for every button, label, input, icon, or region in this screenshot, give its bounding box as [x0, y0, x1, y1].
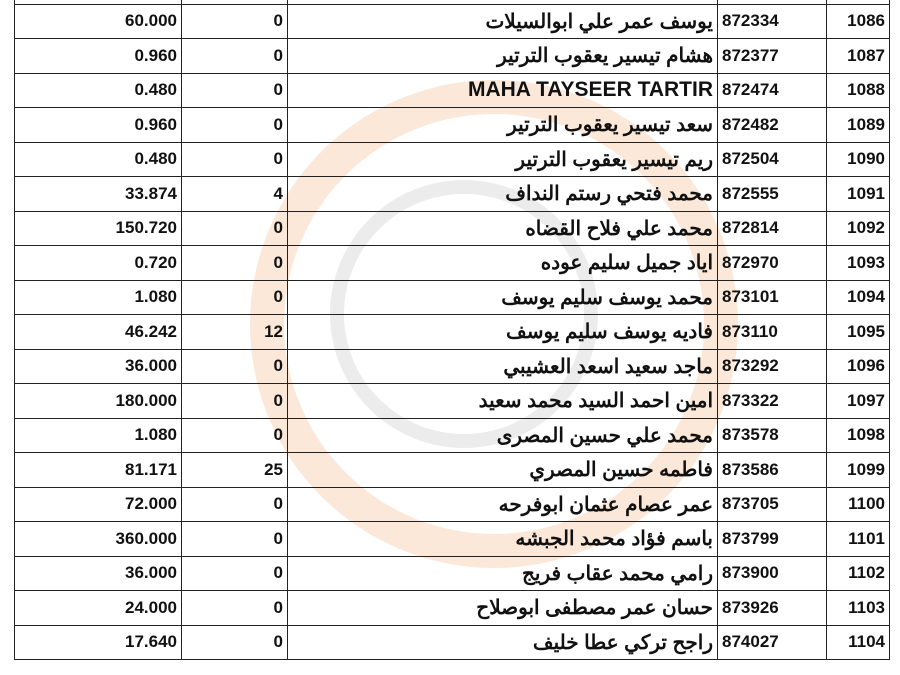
serial-cell: 1089 — [827, 108, 890, 143]
id-cell: 872474 — [718, 73, 827, 108]
serial-cell: 1097 — [827, 384, 890, 419]
table-row — [15, 246, 890, 281]
amount-cell: 0.480 — [15, 73, 182, 108]
name-cell: محمد فتحي رستم النداف — [288, 177, 718, 212]
id-cell: 872504 — [718, 142, 827, 177]
id-cell: 873578 — [718, 418, 827, 453]
serial-cell: 1094 — [827, 280, 890, 315]
table-row — [15, 108, 890, 143]
table-row — [15, 73, 890, 108]
id-cell: 872814 — [718, 211, 827, 246]
amount-cell: 1.080 — [15, 418, 182, 453]
count-cell: 25 — [182, 453, 288, 488]
id-cell: 873110 — [718, 315, 827, 350]
serial-cell: 1093 — [827, 246, 890, 281]
serial-cell: 1098 — [827, 418, 890, 453]
name-cell: ريم تيسير يعقوب الترتير — [288, 142, 718, 177]
id-cell: 874027 — [718, 625, 827, 660]
id-cell: 873926 — [718, 591, 827, 626]
table-row — [15, 625, 890, 660]
table-row — [15, 453, 890, 488]
id-cell: 873322 — [718, 384, 827, 419]
id-cell: 873900 — [718, 556, 827, 591]
table-row — [15, 591, 890, 626]
serial-cell: 1102 — [827, 556, 890, 591]
amount-cell: 180.000 — [15, 384, 182, 419]
name-cell: ماجد سعيد اسعد العشيبي — [288, 349, 718, 384]
serial-cell: 1088 — [827, 73, 890, 108]
amount-cell: 36.000 — [15, 556, 182, 591]
count-cell: 4 — [182, 177, 288, 212]
name-cell: سعد تيسير يعقوب الترتير — [288, 108, 718, 143]
id-cell: 873705 — [718, 487, 827, 522]
name-cell: امين احمد السيد محمد سعيد — [288, 384, 718, 419]
serial-cell: 1099 — [827, 453, 890, 488]
table-row — [15, 315, 890, 350]
name-cell: اياد جميل سليم عوده — [288, 246, 718, 281]
id-cell: 873292 — [718, 349, 827, 384]
amount-cell: 0.960 — [15, 39, 182, 74]
count-cell: 0 — [182, 4, 288, 39]
amount-cell: 24.000 — [15, 591, 182, 626]
name-cell: باسم فؤاد محمد الجبشه — [288, 522, 718, 557]
id-cell: 872482 — [718, 108, 827, 143]
name-cell: محمد يوسف سليم يوسف — [288, 280, 718, 315]
serial-cell: 1086 — [827, 4, 890, 39]
table-row — [15, 177, 890, 212]
amount-cell: 0.720 — [15, 246, 182, 281]
amount-cell: 60.000 — [15, 4, 182, 39]
amount-cell: 1.080 — [15, 280, 182, 315]
serial-cell: 1103 — [827, 591, 890, 626]
serial-cell: 1092 — [827, 211, 890, 246]
count-cell: 0 — [182, 280, 288, 315]
table-row — [15, 487, 890, 522]
table-row — [15, 280, 890, 315]
name-cell: عمر عصام عثمان ابوفرحه — [288, 487, 718, 522]
amount-cell: 0.960 — [15, 108, 182, 143]
table-row — [15, 418, 890, 453]
id-cell: 872970 — [718, 246, 827, 281]
count-cell: 0 — [182, 108, 288, 143]
amount-cell: 150.720 — [15, 211, 182, 246]
amount-cell: 0.480 — [15, 142, 182, 177]
table-row — [15, 39, 890, 74]
serial-cell: 1104 — [827, 625, 890, 660]
count-cell: 0 — [182, 625, 288, 660]
count-cell: 0 — [182, 142, 288, 177]
amount-cell: 33.874 — [15, 177, 182, 212]
count-cell: 0 — [182, 211, 288, 246]
count-cell: 0 — [182, 556, 288, 591]
table-row — [15, 4, 890, 39]
id-cell: 873799 — [718, 522, 827, 557]
name-cell: حسان عمر مصطفى ابوصلاح — [288, 591, 718, 626]
serial-cell: 1087 — [827, 39, 890, 74]
serial-cell: 1095 — [827, 315, 890, 350]
amount-cell: 360.000 — [15, 522, 182, 557]
table-row — [15, 211, 890, 246]
count-cell: 0 — [182, 349, 288, 384]
id-cell: 872334 — [718, 4, 827, 39]
serial-cell: 1090 — [827, 142, 890, 177]
serial-cell: 1091 — [827, 177, 890, 212]
id-cell: 873586 — [718, 453, 827, 488]
serial-cell: 1100 — [827, 487, 890, 522]
table-row — [15, 556, 890, 591]
amount-cell: 81.171 — [15, 453, 182, 488]
count-cell: 0 — [182, 418, 288, 453]
results-table — [14, 0, 890, 660]
name-cell: فاديه يوسف سليم يوسف — [288, 315, 718, 350]
count-cell: 0 — [182, 522, 288, 557]
table-row — [15, 522, 890, 557]
amount-cell: 17.640 — [15, 625, 182, 660]
table-row — [15, 384, 890, 419]
count-cell: 0 — [182, 591, 288, 626]
count-cell: 0 — [182, 39, 288, 74]
name-cell: راجح تركي عطا خليف — [288, 625, 718, 660]
id-cell: 872555 — [718, 177, 827, 212]
amount-cell: 36.000 — [15, 349, 182, 384]
count-cell: 0 — [182, 246, 288, 281]
name-cell: محمد علي حسين المصرى — [288, 418, 718, 453]
count-cell: 0 — [182, 73, 288, 108]
count-cell: 0 — [182, 384, 288, 419]
name-cell: MAHA TAYSEER TARTIR — [288, 73, 718, 108]
table-row — [15, 142, 890, 177]
count-cell: 12 — [182, 315, 288, 350]
amount-cell: 72.000 — [15, 487, 182, 522]
name-cell: يوسف عمر علي ابوالسيلات — [288, 4, 718, 39]
name-cell: محمد علي فلاح القضاه — [288, 211, 718, 246]
amount-cell: 46.242 — [15, 315, 182, 350]
name-cell: هشام تيسير يعقوب الترتير — [288, 39, 718, 74]
count-cell: 0 — [182, 487, 288, 522]
serial-cell: 1096 — [827, 349, 890, 384]
table-row — [15, 349, 890, 384]
id-cell: 872377 — [718, 39, 827, 74]
name-cell: رامي محمد عقاب فريج — [288, 556, 718, 591]
id-cell: 873101 — [718, 280, 827, 315]
serial-cell: 1101 — [827, 522, 890, 557]
name-cell: فاطمه حسين المصري — [288, 453, 718, 488]
